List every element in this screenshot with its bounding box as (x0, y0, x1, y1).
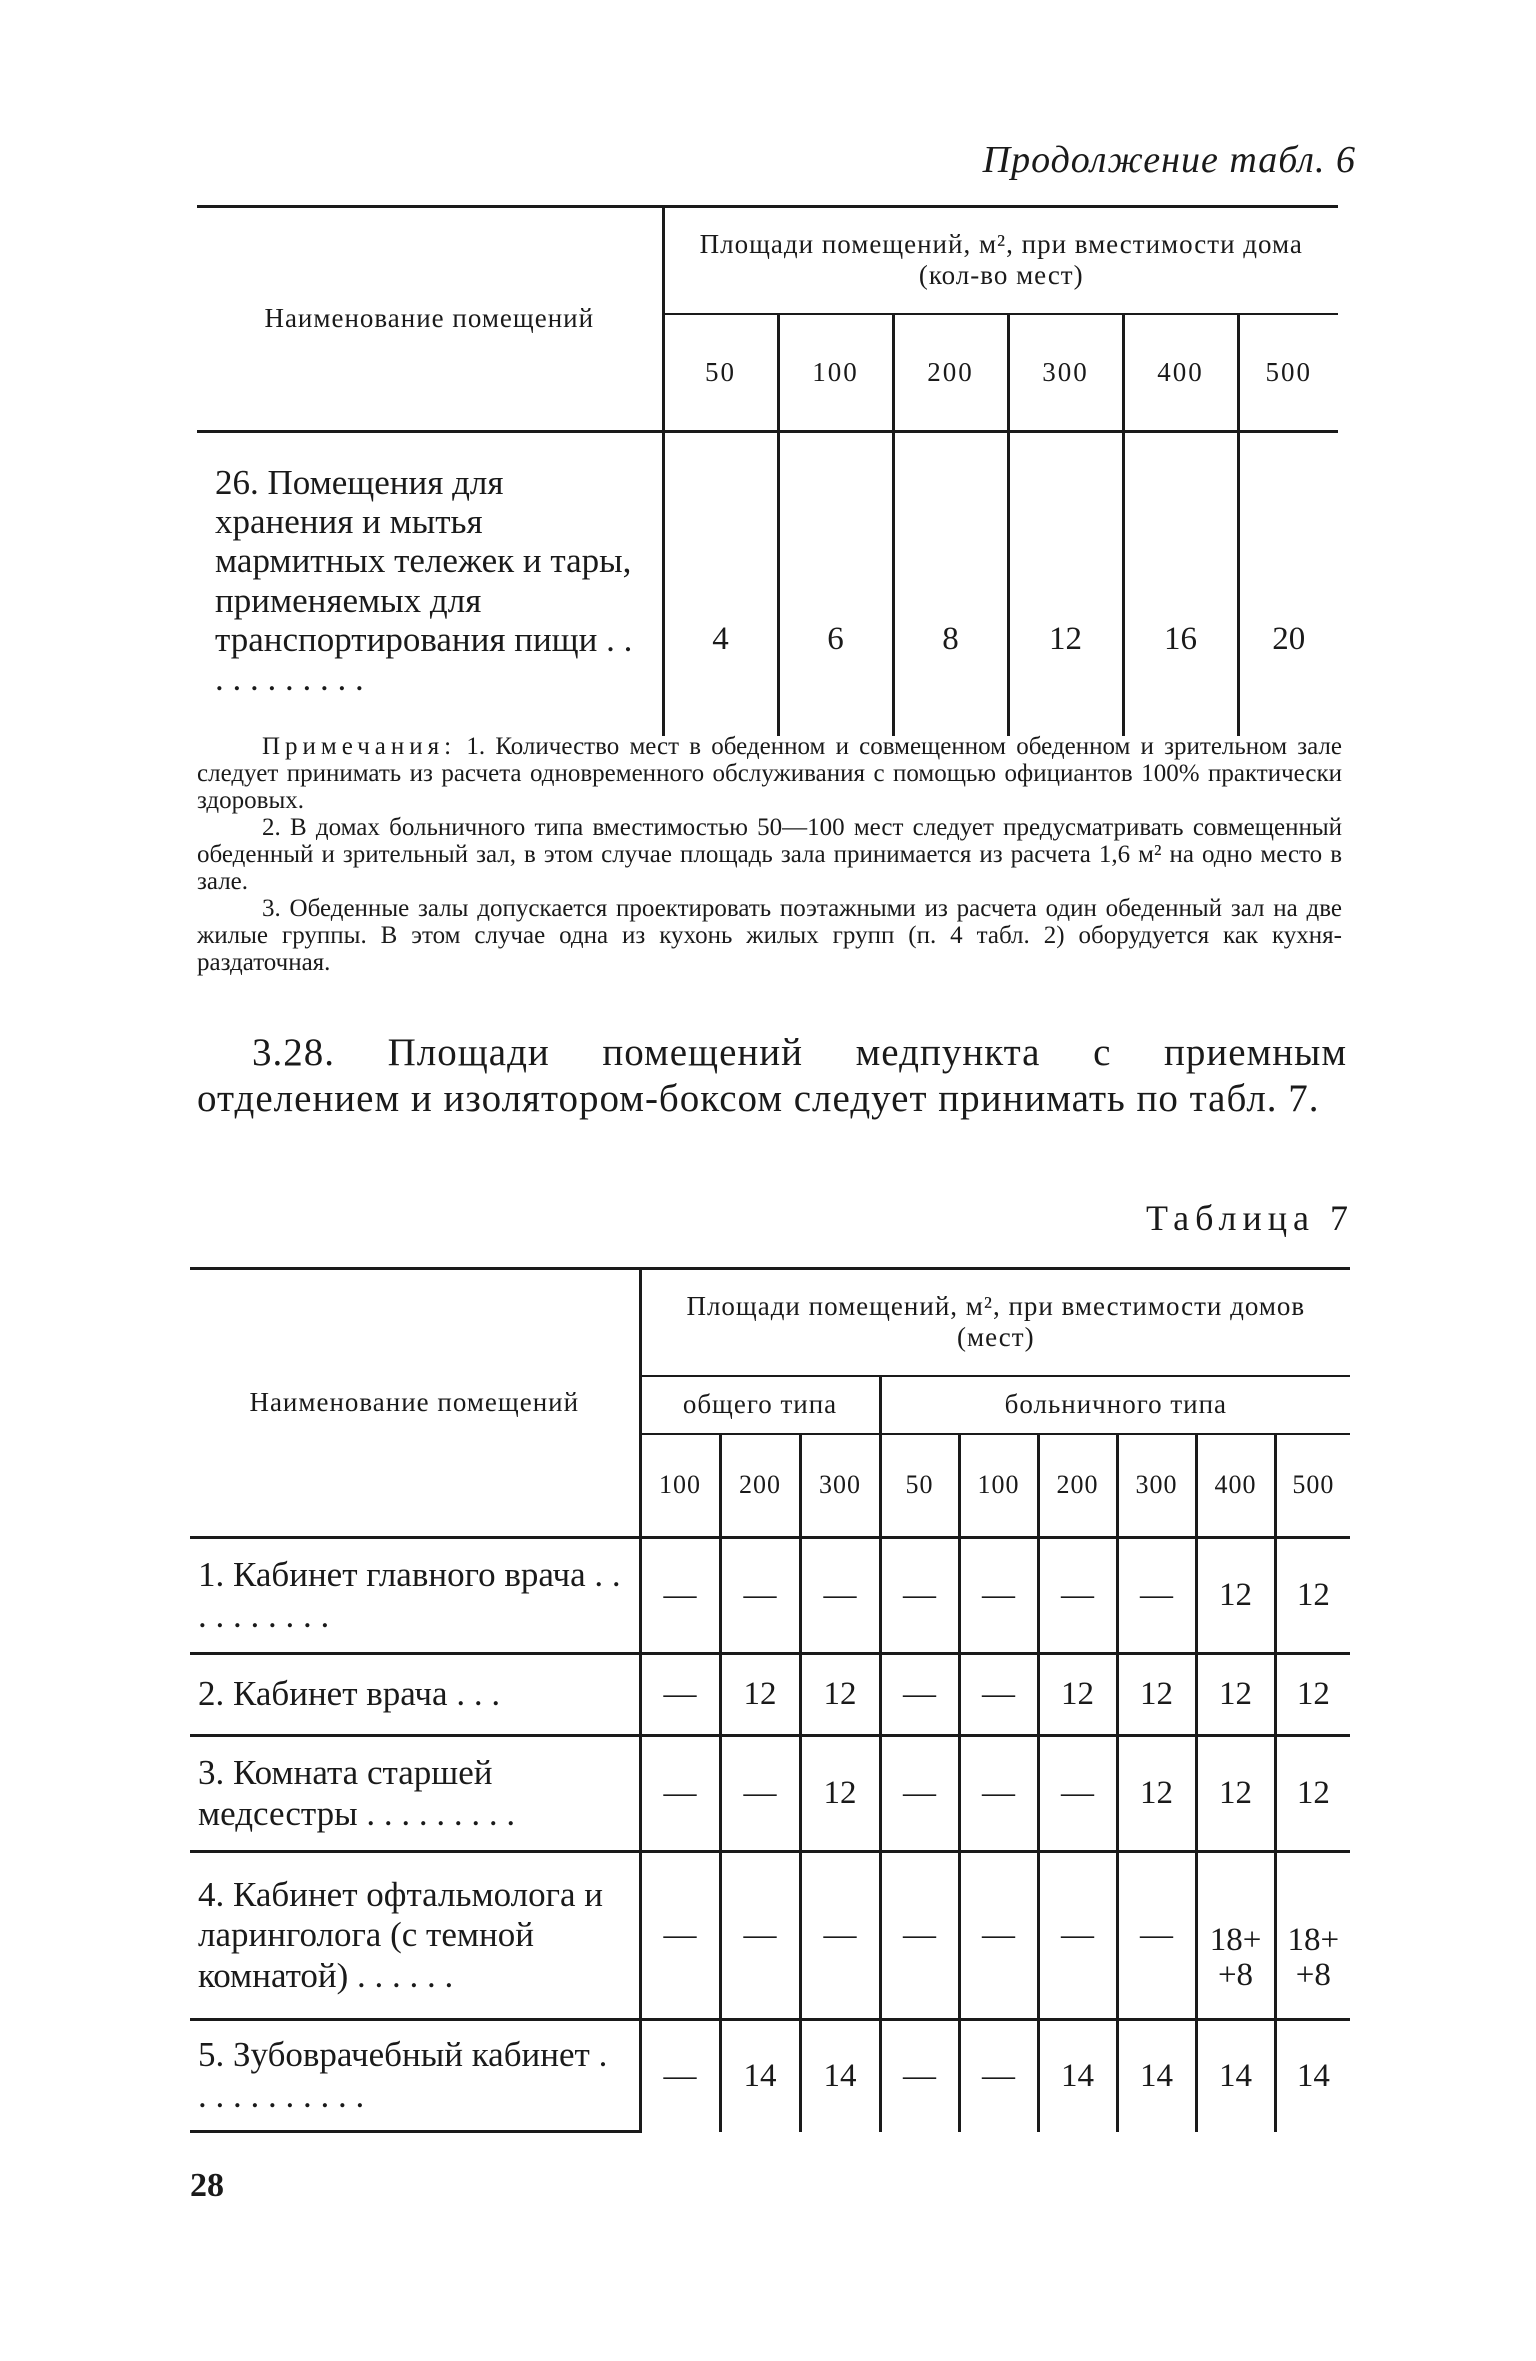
table6-group-header: Площади помещений, м², при вместимости дома (кол-во мест) (663, 207, 1338, 314)
table6-row-name: 26. Помещения для хранения и мытья мармитных тележек и тары, применяемых для транспортирования пищи . . . . . . . . . . . (215, 463, 633, 698)
table-row (190, 1654, 1350, 1736)
table7-title: Таблица 7 (1146, 1198, 1354, 1238)
table7-subgroup-general: общего типа (640, 1376, 880, 1434)
table7-col-header: 300 (800, 1434, 880, 1538)
table7-subgroup-hospital: больничного типа (880, 1376, 1350, 1434)
table7-cell: 12 (1196, 1538, 1275, 1654)
table7-cell: — (800, 1538, 880, 1654)
table7-cell: — (880, 1654, 959, 1736)
table6-name-header: Наименование помещений (197, 207, 663, 432)
table7-cell: 14 (800, 2020, 880, 2132)
table7-cell: — (1038, 1852, 1117, 2020)
table7-cell: 14 (1038, 2020, 1117, 2132)
table7-cell: 12 (1196, 1736, 1275, 1852)
table7-cell: — (880, 1852, 959, 2020)
note-3: 3. Обеденные залы допускается проектировать поэтажными из расчета один обеденный зал на две жилые группы. В этом случае одна из кухонь жилых групп (п. 4 табл. 2) оборудуется как кухня-раздаточная. (197, 895, 1342, 976)
table7-cell: — (880, 1538, 959, 1654)
table7-cell: — (880, 1736, 959, 1852)
table7-cell: 12 (1275, 1654, 1350, 1736)
table-row (197, 432, 1338, 737)
table7-cell: — (959, 1736, 1038, 1852)
table7-col-header: 100 (640, 1434, 720, 1538)
notes-label: Примечания: (262, 733, 457, 760)
table7-cell: 12 (1275, 1736, 1350, 1852)
table7-row-name: 4. Кабинет офтальмолога и ларинголога (с темной комнатой) . . . . . . (190, 1852, 640, 2020)
table6-cell: 12 (1008, 432, 1123, 737)
table7-col-header: 100 (959, 1434, 1038, 1538)
table6-col-header: 500 (1238, 314, 1338, 432)
table7-cell: 12 (720, 1654, 800, 1736)
table7-cell: — (800, 1852, 880, 2020)
table7-cell: 12 (1117, 1736, 1196, 1852)
table7-cell: — (959, 1538, 1038, 1654)
table6-cell: 8 (893, 432, 1008, 737)
table7-cell: 14 (1117, 2020, 1196, 2132)
table6-col-header: 50 (663, 314, 778, 432)
section-paragraph (197, 1030, 1347, 1122)
table6-col-header: 400 (1123, 314, 1238, 432)
table6-col-header: 300 (1008, 314, 1123, 432)
table-row (190, 2020, 1350, 2132)
table7-cell: 12 (1117, 1654, 1196, 1736)
table7-cell: 14 (1275, 2020, 1350, 2132)
table7-cell: — (959, 1852, 1038, 2020)
table7-row-name: 1. Кабинет главного врача . . . . . . . . . . (190, 1538, 640, 1654)
table6-cell: 16 (1123, 432, 1238, 737)
table7-row-name: 5. Зубоврачебный кабинет . . . . . . . . . . . (190, 2020, 640, 2132)
table7-cell: — (959, 1654, 1038, 1736)
table7-group-header: Площади помещений, м², при вместимости домов (мест) (640, 1269, 1350, 1376)
table-6 (197, 205, 1338, 736)
table7-row-name: 2. Кабинет врача . . . (190, 1654, 640, 1736)
table7-col-header: 50 (880, 1434, 959, 1538)
table7-row-name: 3. Комната старшей медсестры . . . . . . . . . (190, 1736, 640, 1852)
table7-cell: 12 (800, 1736, 880, 1852)
table7-cell: — (720, 1736, 800, 1852)
table7-name-header: Наименование помещений (190, 1269, 640, 1538)
table-7 (190, 1267, 1350, 2133)
table7-cell: 12 (1196, 1654, 1275, 1736)
table6-cell: 4 (663, 432, 778, 737)
table-row (190, 1736, 1350, 1852)
table7-cell: — (640, 1538, 720, 1654)
table7-col-header: 200 (720, 1434, 800, 1538)
table7-col-header: 200 (1038, 1434, 1117, 1538)
table6-col-header: 100 (778, 314, 893, 432)
table7-cell: — (1117, 1538, 1196, 1654)
table7-cell: — (720, 1538, 800, 1654)
table7-cell: 14 (1196, 2020, 1275, 2132)
table7-col-header: 400 (1196, 1434, 1275, 1538)
table7-cell: 12 (1275, 1538, 1350, 1654)
table6-cell: 6 (778, 432, 893, 737)
table7-col-header: 300 (1117, 1434, 1196, 1538)
table7-col-header: 500 (1275, 1434, 1350, 1538)
table7-cell: — (1038, 1538, 1117, 1654)
table7-cell: — (640, 1736, 720, 1852)
table6-col-header: 200 (893, 314, 1008, 432)
note-1: 1. Количество мест в обеденном и совмещенном обеденном и зрительном зале следует принимать из расчета одновременного обслуживания с помощью официантов 100% практически здоровых. (197, 733, 1343, 814)
paragraph-3-28: 3.28. Площади помещений медпункта с приемным отделением и изолятором-боксом следует принимать по табл. 7. (197, 1031, 1347, 1120)
table7-cell: — (640, 2020, 720, 2132)
note-2: 2. В домах больничного типа вместимостью 50—100 мест следует предусматривать совмещенный обеденный и зрительный зал, в этом случае площадь зала принимается из расчета 1,6 м² на одно место в зале. (197, 814, 1342, 895)
table7-cell: 12 (800, 1654, 880, 1736)
page-number: 28 (190, 2167, 224, 2204)
table7-cell: 18+ +8 (1196, 1852, 1275, 2020)
continuation-label: Продолжение табл. 6 (982, 139, 1356, 181)
table7-cell: 14 (720, 2020, 800, 2132)
table7-cell: — (880, 2020, 959, 2132)
table-row (190, 1538, 1350, 1654)
table7-cell: — (1038, 1736, 1117, 1852)
table7-cell: — (640, 1654, 720, 1736)
table7-cell: — (640, 1852, 720, 2020)
table7-cell: 18+ +8 (1275, 1852, 1350, 2020)
table7-cell: 12 (1038, 1654, 1117, 1736)
table7-cell: — (959, 2020, 1038, 2132)
table7-cell: — (1117, 1852, 1196, 2020)
table6-cell: 20 (1238, 432, 1338, 737)
table-row (190, 1852, 1350, 2020)
table7-cell: — (720, 1852, 800, 2020)
table6-notes (197, 733, 1342, 976)
